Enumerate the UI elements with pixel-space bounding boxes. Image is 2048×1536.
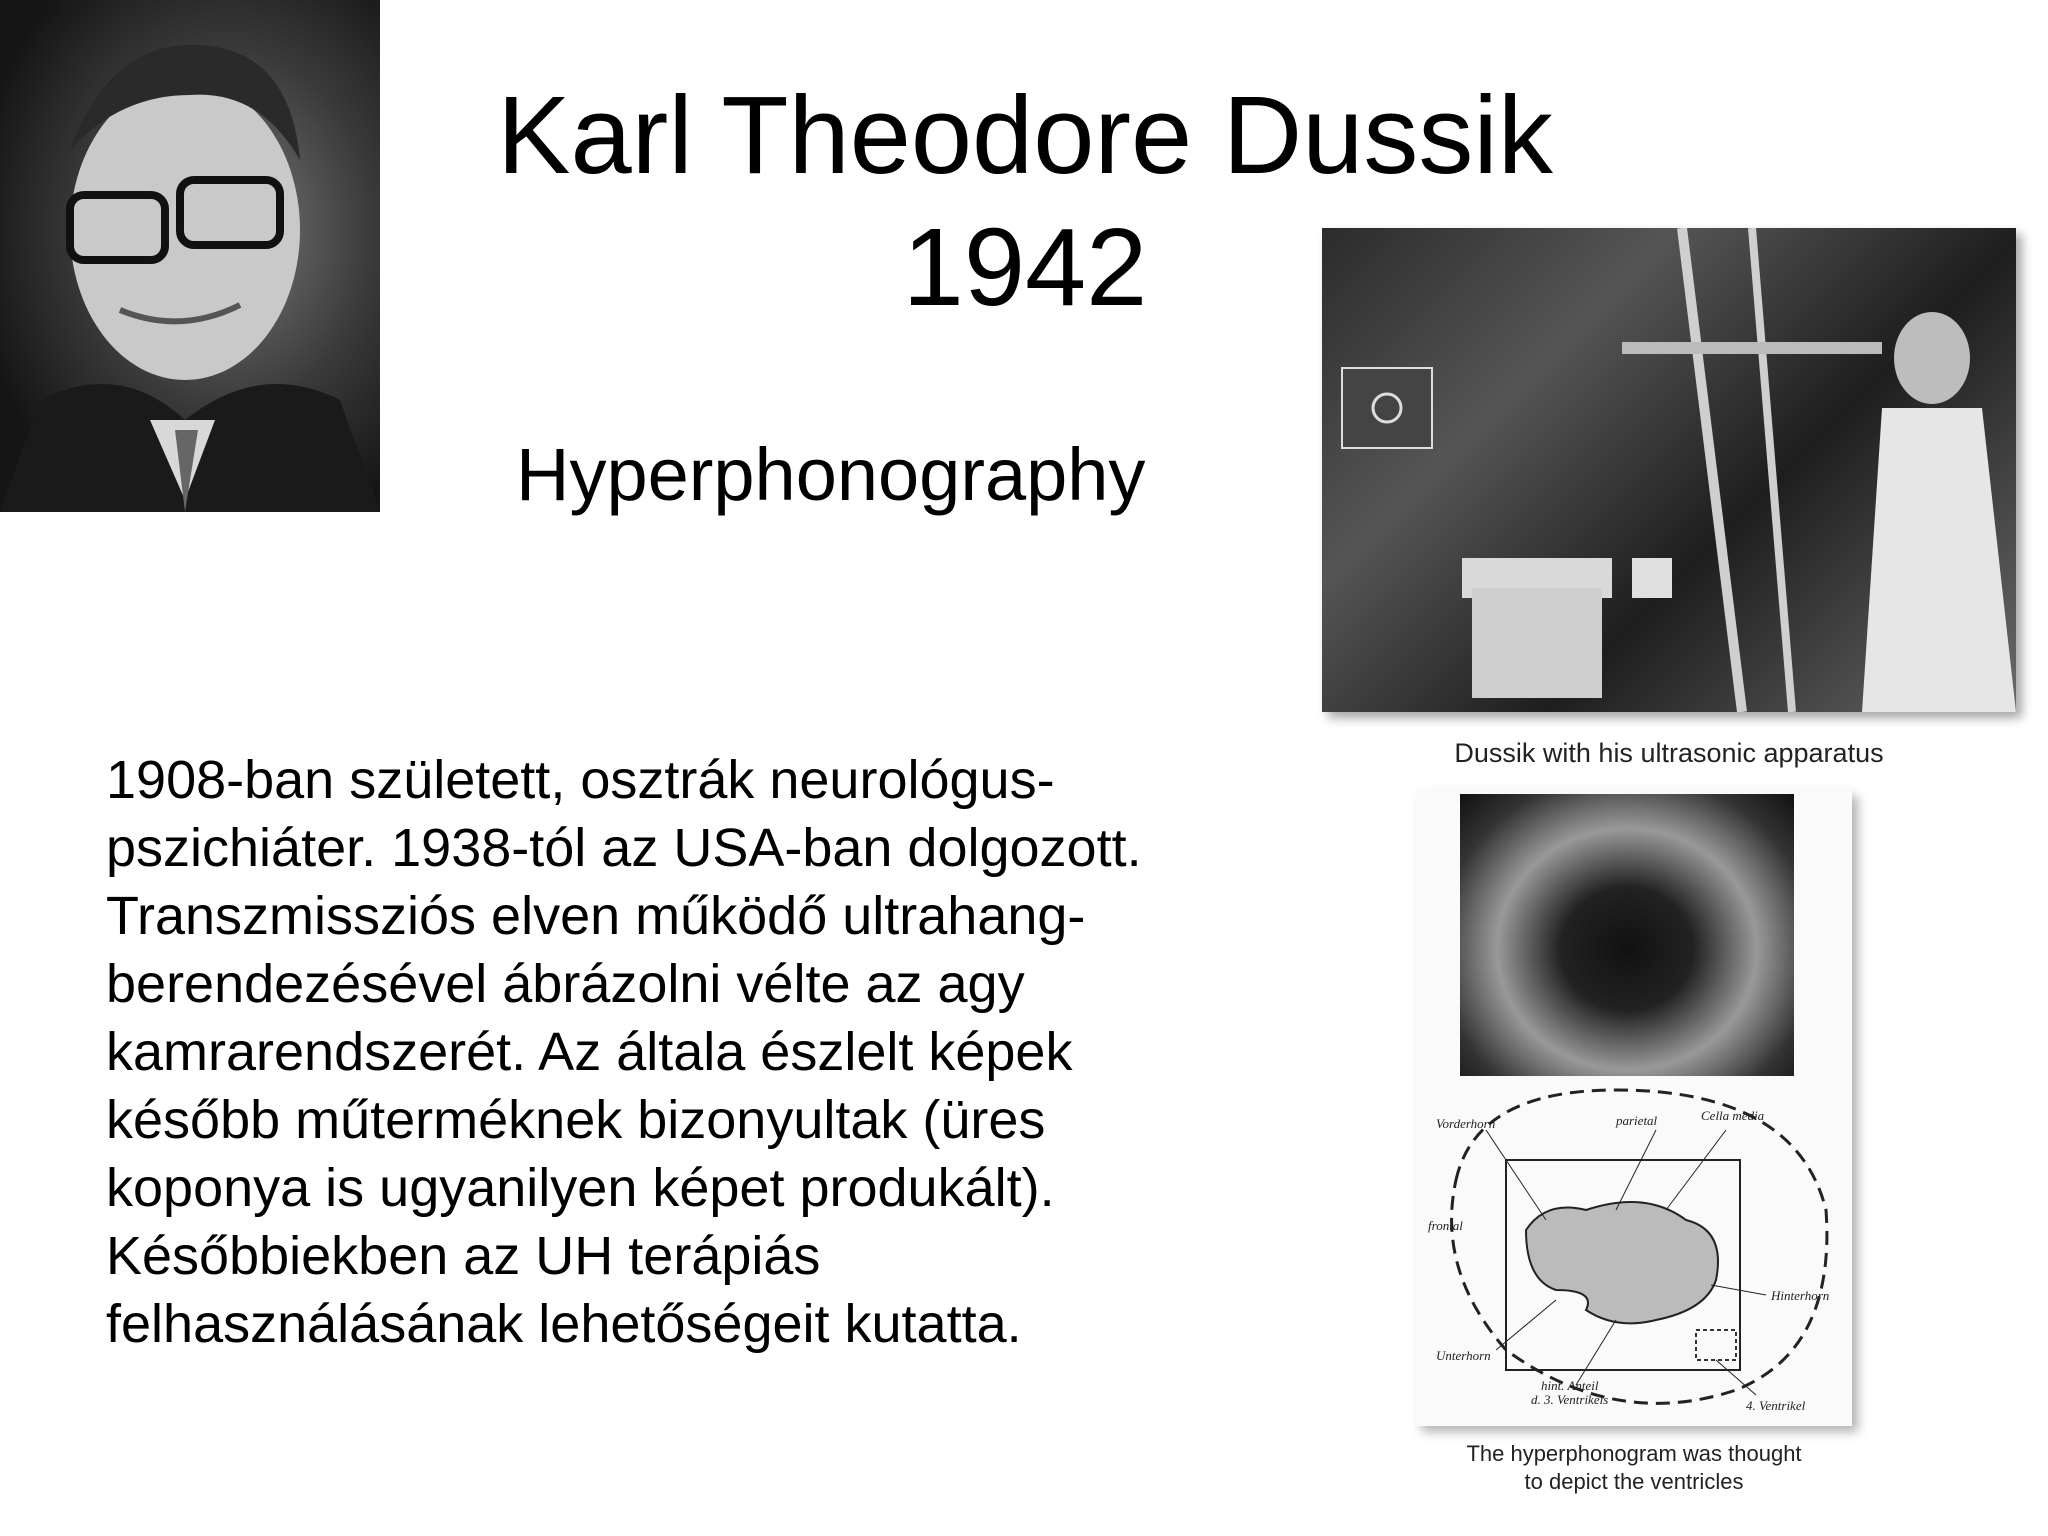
apparatus-illustration (1322, 228, 2016, 712)
title-name: Karl Theodore Dussik (497, 74, 1553, 197)
title-year: 1942 (902, 206, 1148, 329)
apparatus-photo (1322, 228, 2016, 712)
bio-line: később műterméknek bizonyultak (üres (106, 1090, 1046, 1150)
figure-caption-line: to depict the ventricles (1524, 1469, 1744, 1494)
bio-line: kamrarendszerét. Az általa észlelt képek (106, 1022, 1073, 1082)
label-hint-anteil: hint. Anteil (1541, 1378, 1599, 1393)
hyperphonogram-figure (1416, 790, 1852, 1426)
photo-caption: Dussik with his ultrasonic apparatus (1454, 738, 1884, 768)
label-parietal: parietal (1616, 1113, 1658, 1128)
label-vorderhorn: Vorderhorn (1436, 1116, 1496, 1131)
bio-line: koponya is ugyanilyen képet produkált). (106, 1158, 1055, 1218)
bio-line: Transzmissziós elven működő ultrahang- (106, 886, 1086, 946)
ventricle-diagram (1416, 790, 1852, 1426)
portrait-illustration (0, 0, 380, 512)
bio-line: Későbbiekben az UH terápiás (106, 1226, 821, 1286)
bio-line: 1908-ban született, osztrák neurológus- (106, 750, 1055, 810)
portrait-photo (0, 0, 380, 512)
bio-line: berendezésével ábrázolni vélte az agy (106, 954, 1025, 1014)
bio-line: pszichiáter. 1938-tól az USA-ban dolgozott. (106, 818, 1142, 878)
label-frontal: frontal (1428, 1218, 1463, 1233)
label-ventrikels: d. 3. Ventrikels (1531, 1392, 1609, 1407)
figure-caption (1416, 1440, 1852, 1496)
ventricle-shape (1526, 1202, 1718, 1323)
bio-paragraph (106, 746, 1256, 1358)
figure-caption-line: The hyperphonogram was thought (1466, 1441, 1802, 1466)
fourth-ventricle-mark (1696, 1330, 1736, 1360)
label-unterhorn: Unterhorn (1436, 1348, 1491, 1363)
label-4-ventrikel: 4. Ventrikel (1746, 1398, 1806, 1413)
label-hinterhorn: Hinterhorn (1771, 1288, 1830, 1303)
label-cella-media: Cella media (1701, 1108, 1765, 1123)
slide-subtitle: Hyperphonography (516, 433, 1146, 516)
bio-line: felhasználásának lehetőségeit kutatta. (106, 1294, 1022, 1354)
